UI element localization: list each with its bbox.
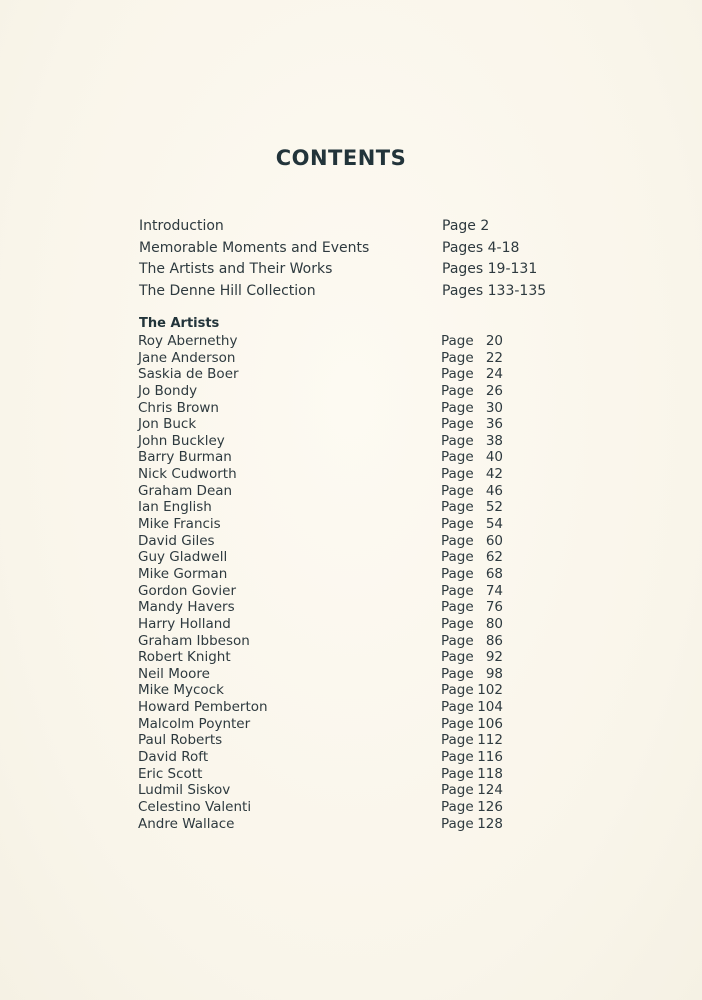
artist-row: [138, 749, 558, 766]
artist-page-word: Page: [441, 599, 474, 616]
artist-row: [138, 383, 558, 400]
artist-page-word: Page: [441, 466, 474, 483]
artist-name: Barry Burman: [138, 449, 232, 466]
artist-row: [138, 616, 558, 633]
artist-row: [138, 549, 558, 566]
artist-row: [138, 449, 558, 466]
artist-name: Andre Wallace: [138, 815, 235, 832]
artist-page-word: Page: [441, 565, 474, 582]
artist-page-number: 52: [485, 499, 503, 516]
artist-row: [138, 682, 558, 699]
artist-page-number: 128: [477, 815, 503, 832]
artist-page-number: 80: [485, 615, 503, 632]
section-label: Introduction: [139, 218, 224, 234]
artist-name: Saskia de Boer: [138, 366, 239, 383]
artist-row: [138, 766, 558, 783]
artist-row: [138, 799, 558, 816]
artist-name: Mandy Havers: [138, 599, 235, 616]
artist-page-number: 22: [485, 349, 503, 366]
artist-page-number: 38: [485, 432, 503, 449]
artist-name: Chris Brown: [138, 399, 219, 416]
artist-page-number: 92: [485, 649, 503, 666]
artist-name: Howard Pemberton: [138, 699, 268, 716]
artist-page-number: 60: [485, 532, 503, 549]
artist-row: [138, 499, 558, 516]
artist-page-number: 116: [477, 749, 503, 766]
artists-heading: The Artists: [139, 316, 220, 331]
artist-page-word: Page: [441, 815, 474, 832]
artist-name: Mike Gorman: [138, 565, 228, 582]
page-title: CONTENTS: [275, 146, 407, 170]
artist-page-number: 112: [477, 732, 503, 749]
sections-list: [139, 216, 599, 302]
artist-page-word: Page: [441, 516, 474, 533]
artist-name: Guy Gladwell: [138, 549, 228, 566]
artist-page-number: 124: [477, 782, 503, 799]
artist-row: [138, 433, 558, 450]
artist-row: [138, 566, 558, 583]
artist-page-word: Page: [441, 482, 474, 499]
artist-page-word: Page: [441, 333, 474, 349]
artist-page-number: 86: [485, 632, 503, 649]
artist-page-number: 42: [485, 466, 503, 483]
artist-page-number: 54: [485, 516, 503, 533]
artist-page-number: 118: [477, 765, 503, 782]
artist-row: [138, 633, 558, 650]
artist-name: David Giles: [138, 532, 215, 549]
artist-name: Jo Bondy: [138, 382, 198, 399]
artist-row: [138, 816, 558, 833]
artist-name: Jane Anderson: [138, 349, 236, 366]
artist-row: [138, 666, 558, 683]
artist-row: [138, 699, 558, 716]
artist-page-number: 20: [485, 333, 503, 349]
artist-row: [138, 533, 558, 550]
artist-page-word: Page: [441, 499, 474, 516]
artist-name: Jon Buck: [138, 416, 197, 433]
artist-page-word: Page: [441, 416, 474, 433]
section-row: [139, 259, 599, 281]
section-label: The Denne Hill Collection: [139, 282, 316, 299]
artist-page-word: Page: [441, 682, 474, 699]
artist-page-number: 24: [485, 366, 503, 383]
section-label: Memorable Moments and Events: [139, 239, 370, 256]
artist-name: John Buckley: [138, 432, 225, 449]
artists-list: [138, 333, 558, 832]
artist-page-number: 46: [485, 482, 503, 499]
artist-page-number: 40: [485, 449, 503, 466]
artist-row: [138, 732, 558, 749]
artist-page-word: Page: [441, 665, 474, 682]
artist-row: [138, 350, 558, 367]
artist-name: Ian English: [138, 499, 212, 516]
artist-page-word: Page: [441, 549, 474, 566]
artist-page-word: Page: [441, 382, 474, 399]
section-row: [139, 281, 599, 303]
artist-page-word: Page: [441, 449, 474, 466]
artist-page-word: Page: [441, 532, 474, 549]
artist-page-number: 102: [477, 682, 503, 699]
section-page: Pages 4-18: [442, 239, 520, 256]
artist-name: Neil Moore: [138, 665, 210, 682]
artist-row: [138, 716, 558, 733]
artist-page-word: Page: [441, 715, 474, 732]
artist-page-word: Page: [441, 782, 474, 799]
artist-page-word: Page: [441, 798, 474, 815]
artist-row: [138, 583, 558, 600]
artist-name: Eric Scott: [138, 765, 203, 782]
artist-page-word: Page: [441, 749, 474, 766]
artist-row: [138, 782, 558, 799]
artist-name: Mike Mycock: [138, 682, 224, 699]
artist-name: Harry Holland: [138, 615, 231, 632]
artist-name: Roy Abernethy: [138, 333, 238, 349]
artist-name: Paul Roberts: [138, 732, 223, 749]
section-row: [139, 216, 599, 238]
artist-page-number: 26: [485, 382, 503, 399]
artist-page-number: 76: [485, 599, 503, 616]
artist-row: [138, 599, 558, 616]
artist-name: Celestino Valenti: [138, 798, 252, 815]
artist-row: [138, 483, 558, 500]
artist-page-number: 36: [485, 416, 503, 433]
artist-page-word: Page: [441, 649, 474, 666]
artist-name: Robert Knight: [138, 649, 231, 666]
artist-name: Graham Dean: [138, 482, 233, 499]
artist-page-word: Page: [441, 699, 474, 716]
artist-page-number: 74: [485, 582, 503, 599]
section-row: [139, 238, 599, 260]
artist-row: [138, 466, 558, 483]
artist-page-number: 62: [485, 549, 503, 566]
artist-page-number: 126: [477, 798, 503, 815]
artist-page-word: Page: [441, 615, 474, 632]
artist-page-number: 98: [485, 665, 503, 682]
artist-page-number: 106: [477, 715, 503, 732]
artist-page-number: 68: [485, 565, 503, 582]
artist-name: Gordon Govier: [138, 582, 237, 599]
artist-page-number: 30: [485, 399, 503, 416]
artist-row: [138, 333, 558, 350]
artist-page-word: Page: [441, 732, 474, 749]
section-page: Pages 19-131: [442, 261, 538, 277]
artist-page-word: Page: [441, 399, 474, 416]
artist-name: David Roft: [138, 749, 209, 766]
section-page: Page 2: [442, 218, 490, 234]
artist-name: Malcolm Poynter: [138, 715, 251, 732]
artist-row: [138, 366, 558, 383]
artist-name: Graham Ibbeson: [138, 632, 250, 649]
artist-row: [138, 400, 558, 417]
section-label: The Artists and Their Works: [139, 261, 333, 277]
artist-page-word: Page: [441, 366, 474, 383]
artist-row: [138, 416, 558, 433]
section-page: Pages 133-135: [442, 282, 547, 299]
artist-name: Ludmil Siskov: [138, 782, 231, 799]
artist-name: Mike Francis: [138, 516, 221, 533]
artist-row: [138, 649, 558, 666]
artist-page-word: Page: [441, 349, 474, 366]
artist-page-word: Page: [441, 765, 474, 782]
artist-page-word: Page: [441, 582, 474, 599]
artist-page-number: 104: [477, 699, 503, 716]
artist-row: [138, 516, 558, 533]
artist-page-word: Page: [441, 632, 474, 649]
artist-name: Nick Cudworth: [138, 466, 237, 483]
artist-page-word: Page: [441, 432, 474, 449]
